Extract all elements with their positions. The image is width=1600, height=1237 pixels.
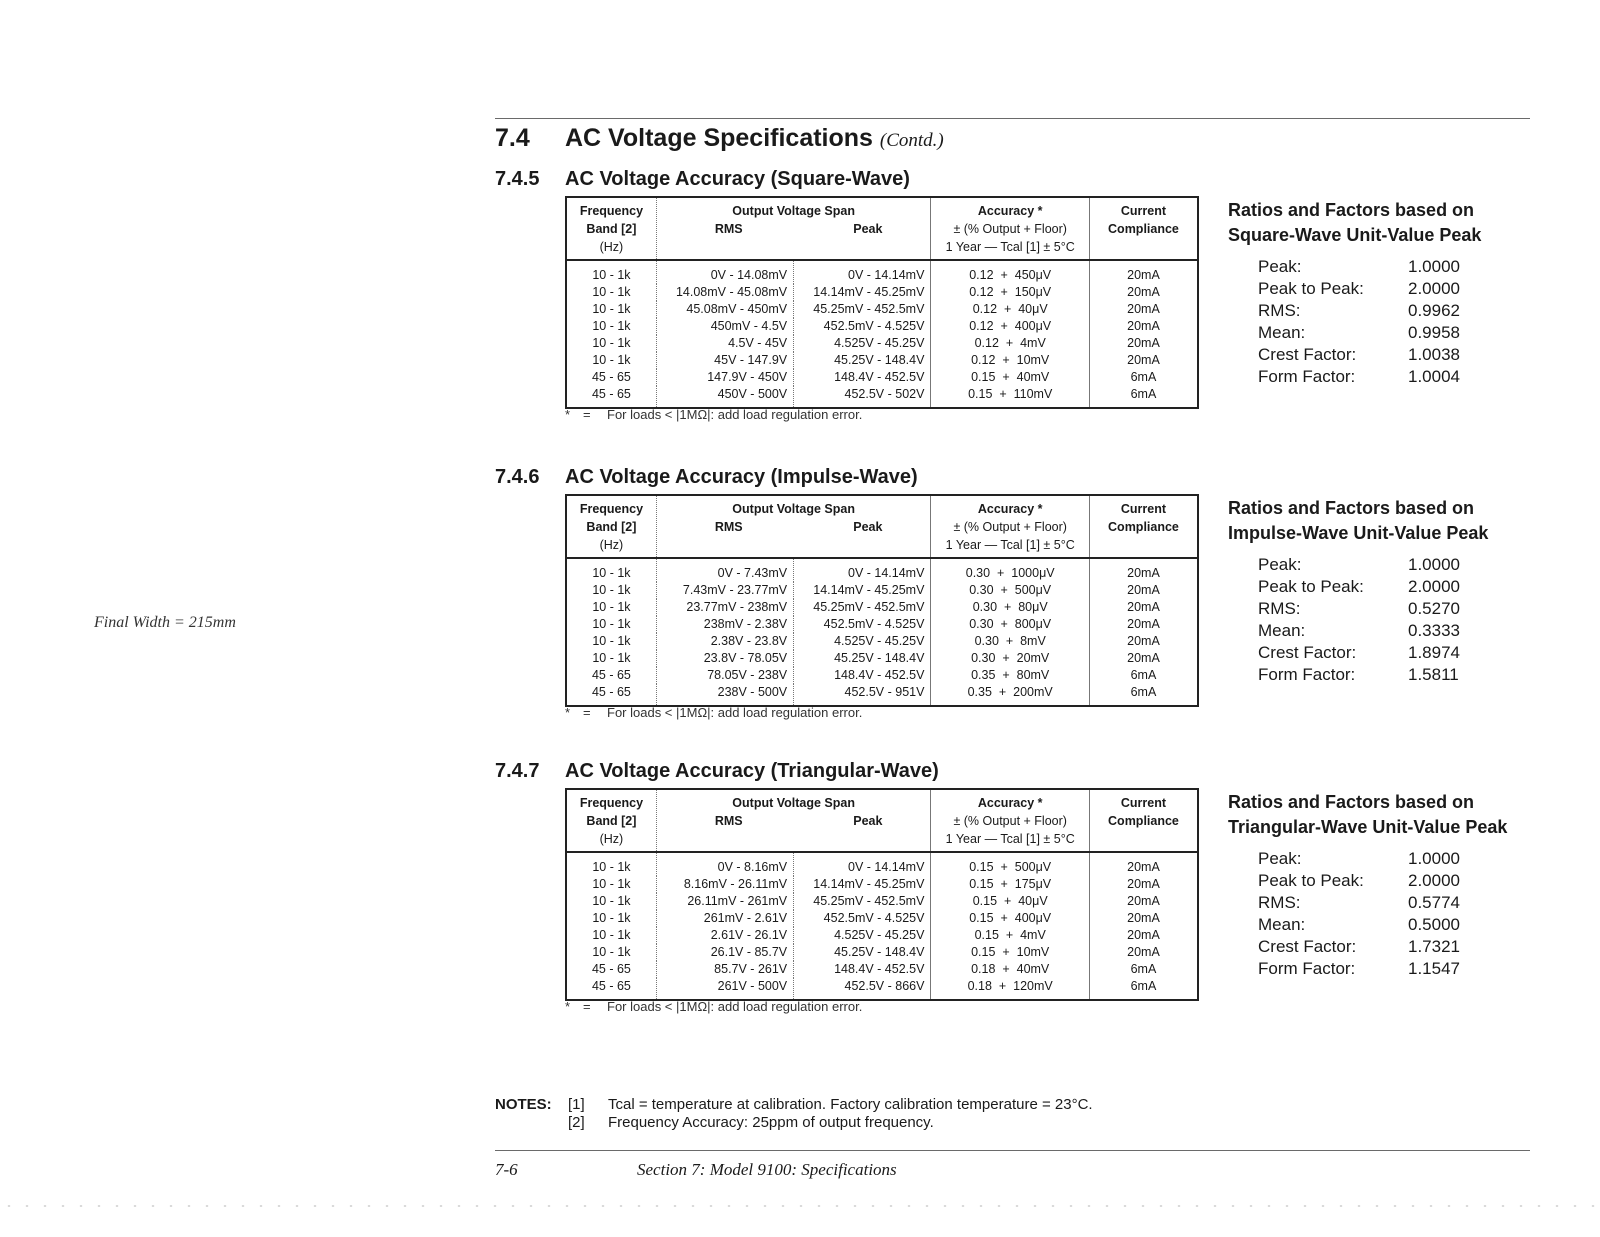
- cell-peak: 45.25mV - 452.5mV: [794, 599, 931, 616]
- cell-frequency: 10 - 1k: [592, 302, 631, 316]
- cell-accuracy: 0.30 + 20mV: [931, 650, 1090, 667]
- cell-compliance: 20mA: [1089, 893, 1198, 910]
- ratio-value: 2.0000: [1408, 577, 1460, 596]
- cell-frequency: 45 - 65: [591, 370, 631, 384]
- cell-compliance: 6mA: [1089, 667, 1198, 684]
- cell-compliance: 20mA: [1089, 558, 1198, 582]
- ratio-row: [1258, 300, 1558, 322]
- table-body: [566, 852, 1198, 1000]
- ratios-subtitle: Square-Wave Unit-Value Peak: [1228, 225, 1482, 245]
- header-peak: Peak: [853, 520, 883, 534]
- section-contd: (Contd.): [879, 130, 944, 151]
- cell-accuracy: 0.12 + 150μV: [931, 284, 1090, 301]
- subsection-title: [495, 168, 910, 191]
- ratio-value: 0.9958: [1408, 323, 1460, 342]
- cell-compliance: 20mA: [1089, 284, 1198, 301]
- cell-rms: 85.7V - 261V: [656, 961, 793, 978]
- cell-peak: 45.25mV - 452.5mV: [794, 893, 931, 910]
- cell-accuracy: 0.35 + 200mV: [931, 684, 1090, 706]
- cell-compliance: 6mA: [1089, 961, 1198, 978]
- spec-table: [565, 196, 1199, 409]
- ratio-label: Form Factor:: [1258, 665, 1356, 684]
- cell-rms: 7.43mV - 23.77mV: [656, 582, 793, 599]
- cell-rms: 261mV - 2.61V: [656, 910, 793, 927]
- note-item: [1] Tcal = temperature at calibration. Factory calibration temperature = 23°C.: [568, 1096, 1093, 1113]
- cell-accuracy: 0.18 + 120mV: [931, 978, 1090, 1000]
- cell-accuracy: 0.15 + 500μV: [931, 852, 1090, 876]
- cell-rms: 238V - 500V: [656, 684, 793, 706]
- cell-frequency: 45 - 65: [591, 387, 631, 401]
- notes-label: NOTES:: [495, 1096, 552, 1113]
- table-row: [566, 927, 1198, 944]
- ratio-row: [1258, 344, 1558, 366]
- cell-compliance: 20mA: [1089, 599, 1198, 616]
- cell-accuracy: 0.30 + 8mV: [931, 633, 1090, 650]
- ratio-label: Mean:: [1258, 621, 1306, 640]
- ratios-title: Ratios and Factors based on: [1228, 498, 1475, 518]
- ratio-label: Mean:: [1258, 323, 1306, 342]
- ratio-label: Peak to Peak:: [1258, 871, 1364, 890]
- header-rms: RMS: [714, 520, 743, 534]
- cell-frequency: 10 - 1k: [592, 860, 631, 874]
- cell-compliance: 20mA: [1089, 352, 1198, 369]
- page-number: 7-6: [495, 1160, 518, 1179]
- table-row: [566, 352, 1198, 369]
- subsection-title-text: AC Voltage Accuracy (Triangular-Wave): [565, 760, 939, 782]
- cell-frequency: 10 - 1k: [592, 894, 631, 908]
- cell-frequency: 10 - 1k: [592, 651, 631, 665]
- section-number: 7.4: [495, 124, 530, 152]
- ratio-value: 1.8974: [1408, 643, 1460, 662]
- ratio-label: RMS:: [1258, 301, 1301, 320]
- cell-accuracy: 0.15 + 400μV: [931, 910, 1090, 927]
- cell-peak: 14.14mV - 45.25mV: [794, 284, 931, 301]
- ratio-value: 0.5000: [1408, 915, 1460, 934]
- table-row: [566, 616, 1198, 633]
- cell-peak: 45.25V - 148.4V: [794, 944, 931, 961]
- header-accuracy: Accuracy * ± (% Output + Floor) 1 Year — Tcal [1] ± 5°C: [931, 789, 1090, 852]
- cell-peak: 14.14mV - 45.25mV: [794, 876, 931, 893]
- cell-rms: 147.9V - 450V: [656, 369, 793, 386]
- subsection-number: 7.4.6: [495, 466, 540, 488]
- ratio-value: 0.5774: [1408, 893, 1460, 912]
- header-frequency: Frequency Band [2] (Hz): [579, 796, 644, 846]
- subsection-title: [495, 760, 939, 783]
- cell-rms: 0V - 7.43mV: [656, 558, 793, 582]
- table-header-row: [566, 495, 1198, 558]
- scan-dots: [0, 1205, 1600, 1207]
- ratio-row: [1258, 576, 1558, 598]
- cell-rms: 26.11mV - 261mV: [656, 893, 793, 910]
- cell-accuracy: 0.30 + 800μV: [931, 616, 1090, 633]
- ratio-row: [1258, 892, 1558, 914]
- cell-frequency: 10 - 1k: [592, 928, 631, 942]
- ratios-title: Ratios and Factors based on: [1228, 200, 1475, 220]
- header-rms: RMS: [714, 222, 743, 236]
- ratio-label: Form Factor:: [1258, 367, 1356, 386]
- header-compliance: Current Compliance: [1089, 789, 1198, 852]
- cell-peak: 148.4V - 452.5V: [794, 961, 931, 978]
- cell-accuracy: 0.15 + 40mV: [931, 369, 1090, 386]
- cell-frequency: 10 - 1k: [592, 634, 631, 648]
- header-frequency: Frequency Band [2] (Hz): [579, 502, 644, 552]
- table-header-row: [566, 197, 1198, 260]
- cell-compliance: 20mA: [1089, 633, 1198, 650]
- table-row: [566, 284, 1198, 301]
- spec-table: [565, 494, 1199, 707]
- cell-frequency: 10 - 1k: [592, 617, 631, 631]
- side-note: Final Width = 215mm: [94, 614, 236, 631]
- cell-rms: 14.08mV - 45.08mV: [656, 284, 793, 301]
- note-item: [2] Frequency Accuracy: 25ppm of output frequency.: [568, 1114, 934, 1131]
- header-output-span: Output Voltage Span RMS Peak: [656, 197, 931, 260]
- cell-accuracy: 0.12 + 10mV: [931, 352, 1090, 369]
- cell-compliance: 20mA: [1089, 582, 1198, 599]
- bottom-rule: [495, 1150, 1530, 1151]
- cell-peak: 148.4V - 452.5V: [794, 369, 931, 386]
- cell-compliance: 20mA: [1089, 876, 1198, 893]
- ratios-panel: [1228, 198, 1558, 388]
- table-row: [566, 910, 1198, 927]
- table-row: [566, 386, 1198, 408]
- spec-table: [565, 788, 1199, 1001]
- cell-peak: 14.14mV - 45.25mV: [794, 582, 931, 599]
- cell-peak: 452.5mV - 4.525V: [794, 318, 931, 335]
- header-peak: Peak: [853, 814, 883, 828]
- ratio-value: 1.0038: [1408, 345, 1460, 364]
- cell-compliance: 6mA: [1089, 978, 1198, 1000]
- ratio-label: Peak:: [1258, 257, 1302, 276]
- cell-rms: 23.77mV - 238mV: [656, 599, 793, 616]
- table-row: [566, 582, 1198, 599]
- ratios-panel: [1228, 790, 1558, 980]
- ratio-row: [1258, 278, 1558, 300]
- cell-peak: 4.525V - 45.25V: [794, 633, 931, 650]
- cell-compliance: 20mA: [1089, 944, 1198, 961]
- cell-rms: 450V - 500V: [656, 386, 793, 408]
- ratio-value: 1.0000: [1408, 257, 1460, 276]
- footer-section: Section 7: Model 9100: Specifications: [637, 1160, 897, 1179]
- cell-rms: 261V - 500V: [656, 978, 793, 1000]
- cell-peak: 0V - 14.14mV: [794, 260, 931, 284]
- ratios-list: [1258, 256, 1558, 388]
- cell-rms: 45V - 147.9V: [656, 352, 793, 369]
- cell-frequency: 45 - 65: [591, 979, 631, 993]
- ratio-row: [1258, 322, 1558, 344]
- cell-rms: 26.1V - 85.7V: [656, 944, 793, 961]
- table-row: [566, 633, 1198, 650]
- table-row: [566, 650, 1198, 667]
- cell-compliance: 20mA: [1089, 335, 1198, 352]
- header-output-span: Output Voltage Span RMS Peak: [656, 495, 931, 558]
- cell-compliance: 20mA: [1089, 616, 1198, 633]
- cell-rms: 450mV - 4.5V: [656, 318, 793, 335]
- cell-frequency: 10 - 1k: [592, 911, 631, 925]
- table-row: [566, 318, 1198, 335]
- header-output-span: Output Voltage Span RMS Peak: [656, 789, 931, 852]
- ratio-value: 1.5811: [1408, 665, 1459, 684]
- table-body: [566, 260, 1198, 408]
- cell-rms: 8.16mV - 26.11mV: [656, 876, 793, 893]
- header-peak: Peak: [853, 222, 883, 236]
- ratios-list: [1258, 848, 1558, 980]
- cell-accuracy: 0.15 + 10mV: [931, 944, 1090, 961]
- cell-peak: 4.525V - 45.25V: [794, 335, 931, 352]
- cell-rms: 2.38V - 23.8V: [656, 633, 793, 650]
- cell-rms: 23.8V - 78.05V: [656, 650, 793, 667]
- ratio-value: 0.5270: [1408, 599, 1460, 618]
- cell-rms: 0V - 8.16mV: [656, 852, 793, 876]
- ratio-label: Peak to Peak:: [1258, 577, 1364, 596]
- cell-rms: 78.05V - 238V: [656, 667, 793, 684]
- cell-compliance: 20mA: [1089, 910, 1198, 927]
- ratio-value: 1.0000: [1408, 555, 1460, 574]
- ratio-row: [1258, 914, 1558, 936]
- header-compliance: Current Compliance: [1089, 495, 1198, 558]
- ratio-label: RMS:: [1258, 893, 1301, 912]
- table-row: [566, 558, 1198, 582]
- subsection-title: [495, 466, 918, 489]
- cell-rms: 0V - 14.08mV: [656, 260, 793, 284]
- cell-frequency: 10 - 1k: [592, 566, 631, 580]
- header-frequency: Frequency Band [2] (Hz): [579, 204, 644, 254]
- ratio-label: Crest Factor:: [1258, 643, 1357, 662]
- cell-rms: 4.5V - 45V: [656, 335, 793, 352]
- cell-peak: 0V - 14.14mV: [794, 558, 931, 582]
- cell-peak: 45.25mV - 452.5mV: [794, 301, 931, 318]
- ratio-value: 2.0000: [1408, 871, 1460, 890]
- table-footnote: * = For loads < |1MΩ|: add load regulation error.: [565, 705, 863, 720]
- ratio-row: [1258, 554, 1558, 576]
- cell-frequency: 10 - 1k: [592, 268, 631, 282]
- subsection-title-text: AC Voltage Accuracy (Impulse-Wave): [565, 466, 918, 488]
- table-row: [566, 335, 1198, 352]
- top-rule: [495, 118, 1530, 119]
- cell-peak: 452.5V - 502V: [794, 386, 931, 408]
- ratio-label: Peak:: [1258, 555, 1302, 574]
- subsection-title-text: AC Voltage Accuracy (Square-Wave): [565, 168, 910, 190]
- cell-accuracy: 0.35 + 80mV: [931, 667, 1090, 684]
- cell-accuracy: 0.12 + 450μV: [931, 260, 1090, 284]
- ratio-row: [1258, 598, 1558, 620]
- cell-accuracy: 0.15 + 40μV: [931, 893, 1090, 910]
- ratio-row: [1258, 848, 1558, 870]
- cell-accuracy: 0.12 + 4mV: [931, 335, 1090, 352]
- header-accuracy: Accuracy * ± (% Output + Floor) 1 Year — Tcal [1] ± 5°C: [931, 495, 1090, 558]
- cell-compliance: 20mA: [1089, 852, 1198, 876]
- cell-accuracy: 0.12 + 400μV: [931, 318, 1090, 335]
- cell-frequency: 10 - 1k: [592, 336, 631, 350]
- ratio-label: Crest Factor:: [1258, 345, 1357, 364]
- ratio-row: [1258, 620, 1558, 642]
- cell-rms: 45.08mV - 450mV: [656, 301, 793, 318]
- ratio-row: [1258, 870, 1558, 892]
- ratio-value: 1.0000: [1408, 849, 1460, 868]
- cell-accuracy: 0.12 + 40μV: [931, 301, 1090, 318]
- table-header-row: [566, 789, 1198, 852]
- table-footnote: * = For loads < |1MΩ|: add load regulation error.: [565, 999, 863, 1014]
- table-row: [566, 667, 1198, 684]
- cell-frequency: 10 - 1k: [592, 319, 631, 333]
- section-title: [495, 124, 944, 153]
- ratio-value: 0.3333: [1408, 621, 1460, 640]
- subsection-number: 7.4.7: [495, 760, 540, 782]
- cell-frequency: 10 - 1k: [592, 583, 631, 597]
- cell-peak: 0V - 14.14mV: [794, 852, 931, 876]
- table-row: [566, 893, 1198, 910]
- ratios-subtitle: Triangular-Wave Unit-Value Peak: [1228, 817, 1508, 837]
- cell-peak: 452.5V - 951V: [794, 684, 931, 706]
- cell-frequency: 45 - 65: [591, 685, 631, 699]
- ratios-list: [1258, 554, 1558, 686]
- ratio-value: 1.1547: [1408, 959, 1460, 978]
- table-footnote: * = For loads < |1MΩ|: add load regulation error.: [565, 407, 863, 422]
- ratios-panel: [1228, 496, 1558, 686]
- cell-compliance: 20mA: [1089, 301, 1198, 318]
- ratio-label: Form Factor:: [1258, 959, 1356, 978]
- cell-frequency: 10 - 1k: [592, 353, 631, 367]
- cell-compliance: 6mA: [1089, 684, 1198, 706]
- cell-compliance: 20mA: [1089, 927, 1198, 944]
- cell-accuracy: 0.15 + 4mV: [931, 927, 1090, 944]
- cell-accuracy: 0.15 + 175μV: [931, 876, 1090, 893]
- cell-accuracy: 0.30 + 1000μV: [931, 558, 1090, 582]
- cell-compliance: 6mA: [1089, 386, 1198, 408]
- ratio-row: [1258, 256, 1558, 278]
- ratio-value: 0.9962: [1408, 301, 1460, 320]
- ratio-label: Mean:: [1258, 915, 1306, 934]
- ratio-row: [1258, 366, 1558, 388]
- cell-peak: 148.4V - 452.5V: [794, 667, 931, 684]
- header-accuracy: Accuracy * ± (% Output + Floor) 1 Year — Tcal [1] ± 5°C: [931, 197, 1090, 260]
- table-row: [566, 944, 1198, 961]
- ratio-row: [1258, 664, 1558, 686]
- cell-peak: 4.525V - 45.25V: [794, 927, 931, 944]
- table-body: [566, 558, 1198, 706]
- cell-accuracy: 0.30 + 80μV: [931, 599, 1090, 616]
- header-compliance: Current Compliance: [1089, 197, 1198, 260]
- table-row: [566, 369, 1198, 386]
- cell-peak: 45.25V - 148.4V: [794, 650, 931, 667]
- ratio-label: Peak:: [1258, 849, 1302, 868]
- ratio-label: Peak to Peak:: [1258, 279, 1364, 298]
- cell-compliance: 20mA: [1089, 318, 1198, 335]
- cell-peak: 452.5V - 866V: [794, 978, 931, 1000]
- subsection-number: 7.4.5: [495, 168, 540, 190]
- table-row: [566, 684, 1198, 706]
- cell-frequency: 10 - 1k: [592, 285, 631, 299]
- cell-accuracy: 0.15 + 110mV: [931, 386, 1090, 408]
- table-row: [566, 599, 1198, 616]
- cell-frequency: 45 - 65: [591, 668, 631, 682]
- table-row: [566, 301, 1198, 318]
- ratio-row: [1258, 958, 1558, 980]
- cell-compliance: 20mA: [1089, 260, 1198, 284]
- ratio-value: 1.7321: [1408, 937, 1460, 956]
- ratios-title: Ratios and Factors based on: [1228, 792, 1475, 812]
- cell-frequency: 45 - 65: [591, 962, 631, 976]
- cell-peak: 45.25V - 148.4V: [794, 352, 931, 369]
- cell-peak: 452.5mV - 4.525V: [794, 910, 931, 927]
- table-row: [566, 260, 1198, 284]
- cell-rms: 238mV - 2.38V: [656, 616, 793, 633]
- cell-rms: 2.61V - 26.1V: [656, 927, 793, 944]
- table-row: [566, 876, 1198, 893]
- ratio-label: RMS:: [1258, 599, 1301, 618]
- cell-compliance: 20mA: [1089, 650, 1198, 667]
- section-title-text: AC Voltage Specifications: [565, 124, 873, 152]
- ratio-label: Crest Factor:: [1258, 937, 1357, 956]
- ratio-row: [1258, 936, 1558, 958]
- ratios-subtitle: Impulse-Wave Unit-Value Peak: [1228, 523, 1489, 543]
- table-row: [566, 852, 1198, 876]
- cell-peak: 452.5mV - 4.525V: [794, 616, 931, 633]
- cell-frequency: 10 - 1k: [592, 945, 631, 959]
- header-rms: RMS: [714, 814, 743, 828]
- ratio-row: [1258, 642, 1558, 664]
- table-row: [566, 978, 1198, 1000]
- ratio-value: 1.0004: [1408, 367, 1460, 386]
- cell-compliance: 6mA: [1089, 369, 1198, 386]
- table-row: [566, 961, 1198, 978]
- ratio-value: 2.0000: [1408, 279, 1460, 298]
- cell-frequency: 10 - 1k: [592, 877, 631, 891]
- cell-frequency: 10 - 1k: [592, 600, 631, 614]
- cell-accuracy: 0.30 + 500μV: [931, 582, 1090, 599]
- cell-accuracy: 0.18 + 40mV: [931, 961, 1090, 978]
